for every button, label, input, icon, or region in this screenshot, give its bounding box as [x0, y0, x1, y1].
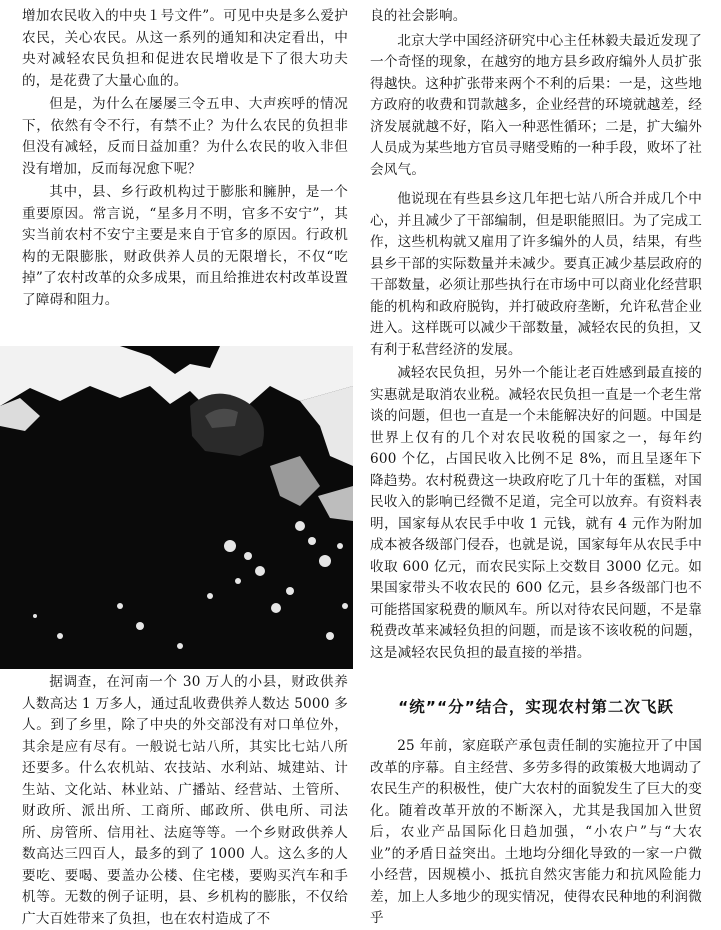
right-para-2: 北京大学中国经济研究中心主任林毅夫最近发现了一个奇怪的现象，在越穷的地方县乡政府编外人员扩张得越快。这种扩张带来两个不利的后果：一是，这些地方政府的收费和罚款越多，企业经营的环境就越差，经济发展就越不好，陷入一种恶性循环；二是，扩大编外人员成为某些地方官员寻赌受贿的一种手段，败坏了社会风气。	[370, 32, 702, 178]
left-para-3: 其中，县、乡行政机构过于膨胀和臃肿，是一个重要原因。常言说，“星多月不明，官多不安宁”，其实当前农村不安宁主要是来自于官多的原因。行政机构的无限膨胀，财政供养人员的无限增长，不仅“吃掉”了农村改革的众多成果，而且给推进农村改革设置了障碍和阻力。	[22, 184, 348, 308]
photo-image	[0, 346, 353, 669]
right-para-4: 减轻农民负担，另外一个能让老百姓感到最直接的实惠就是取消农业税。减轻农民负担一直是一个老生常谈的问题，但也一直是一个未能解决好的问题。中国是世界上仅有的几个对农民收税的国家之一，每年约 600 个亿，占国民收入比例不足 8%，而且呈逐年下降趋势。农村税费这一块政府吃了几十年的蛋糕，对国民收入的影响已经微不足道，完全可以放弃。有资料表明，国家每从农民手中收 1 元钱，就有 4 元作为附加成本被各级部门侵吞，也就是说，国家每年从农民手中收取 600 亿元，而农民实际上交数目 3000 亿元。如果国家带头不收农民的 600 亿元，县乡各级部门也不可能搭国家税费的顺风车。所以对待农民问题，不是靠税费改革来减轻负担的问题，而是该不该收税的问题，这是减轻农民负担的最直接的举措。	[370, 365, 702, 661]
right-para-3: 他说现在有些县乡这几年把七站八所合并成几个中心，并且减少了干部编制，但是职能照旧。为了完成工作，这些机构就又雇用了许多编外的人员，结果，有些县乡干部的实际数量并未减少。要真正减少基层政府的干部数量，必须让那些执行在市场中可以商业化经营职能的机构和政府脱钩，并打破政府垄断，允许私营企业进入。这样既可以减少干部数量，减轻农民的负担，又有利于私营经济的发展。	[370, 191, 702, 358]
section-title: “统”“分”结合，实现农村第二次飞跃	[398, 698, 674, 716]
left-para-continuation: 增加农民收入的中央１号文件”。可见中央是多么爱护农民，关心农民。从这一系列的通知和决定看出，中央对减轻农民负担和促进农民增收是下了很大功夫的，是花费了大量心血的。	[22, 8, 348, 89]
left-para-4: 据调查，在河南一个 30 万人的小县，财政供养人数高达 1 万多人，通过乱收费供养人数达 5000 多人。到了乡里，除了中央的外交部没有对口单位外，其余是应有尽有。一般说七站八所，其实比七站八所还要多。什么农机站、农技站、水利站、城建站、计生站、文化站、林业站、广播站、经营站、土管所、财政所、派出所、工商所、邮政所、供电所、司法所、房管所、信用社、法庭等等。一个乡财政供养人数高达三四百人，最多的到了 1000 人。这么多的人要吃、要喝、要盖办公楼、住宅楼，要购买汽车和手机等。无数的例子证明，县、乡机构的膨胀，不仅给广大百姓带来了负担，也在农村造成了不	[22, 674, 348, 927]
news-photo	[0, 346, 353, 669]
right-para-continuation: 良的社会影响。	[370, 8, 467, 24]
right-para-5: 25 年前，家庭联产承包责任制的实施拉开了中国改革的序幕。自主经营、多劳多得的政策极大地调动了农民生产的积极性，使广大农村的面貌发生了巨大的变化。随着改革开放的不断深入，尤其是我国加入世贸后，农业产品国际化日趋加强，“小农户”与“大农业”的矛盾日益突出。土地均分细化导致的一家一户微小经营，因规模小、抵抗自然灾害能力和抗风险能力差，加上人多地少的现实情况，使得农民种地的利润微乎	[370, 738, 702, 926]
left-para-2: 但是，为什么在屡屡三令五申、大声疾呼的情况下，依然有令不行，有禁不止？为什么农民的负担非但没有减轻，反而日益加重？为什么农民的收入非但没有增加，反而每况愈下呢？	[22, 96, 348, 177]
